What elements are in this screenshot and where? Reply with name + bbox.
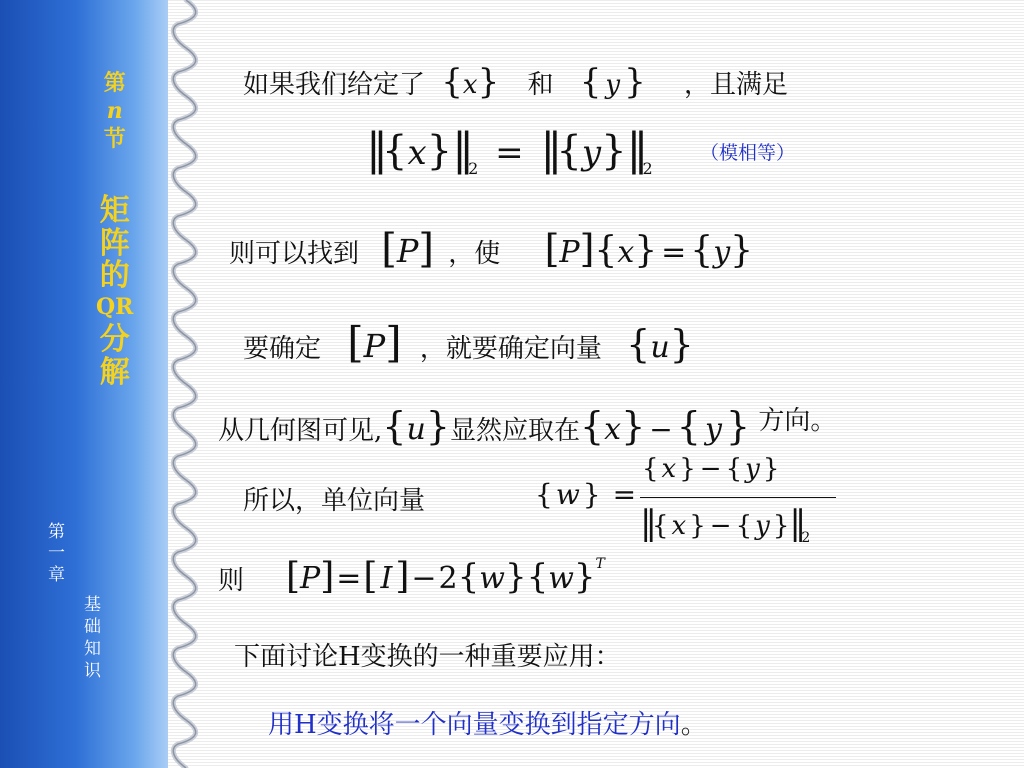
math-var: y <box>745 454 760 484</box>
line-then: 则 <box>218 566 245 596</box>
text-segment: ，且满足 <box>684 70 789 100</box>
section-char: 第 <box>103 70 126 96</box>
chapter-sub-char: 识 <box>84 661 101 682</box>
math-var: I <box>380 561 393 596</box>
brace-open: { <box>382 128 408 174</box>
brace-close: } <box>669 322 694 366</box>
chapter-sub-char: 础 <box>84 617 101 638</box>
norm-subscript: 2 <box>801 530 811 546</box>
householder-formula: [P]=[ $I]-2\{w\}\{w\}^T$ <box>286 556 605 597</box>
fraction-numerator: { x } − { y } <box>642 454 780 484</box>
line-unit-vector: 所以，单位向量 <box>243 486 426 516</box>
math-var: y <box>713 235 731 270</box>
math-var: w <box>548 561 574 596</box>
math-var: P <box>300 561 321 596</box>
math-var: P <box>396 232 419 270</box>
section-char: 解 <box>99 354 130 390</box>
norm-subscript: 2 <box>468 159 479 178</box>
text-segment: 则可以找到 <box>229 239 360 269</box>
text-segment: 要确定 <box>243 334 322 364</box>
norm-subscript: 2 <box>642 159 653 178</box>
norm-bar: ‖ <box>540 124 557 175</box>
brace-open: { <box>556 128 582 174</box>
fraction-denominator: ‖{ x } − { y }$‖_2$ <box>640 503 811 546</box>
highlight-text: 用H变换将一个向量变换到指定方向 <box>268 710 681 740</box>
math-var: x <box>604 412 622 447</box>
math-var: u <box>650 330 670 365</box>
section-char: 的 <box>99 258 130 294</box>
brace-open: { <box>441 62 463 102</box>
brace-close: } <box>425 404 450 448</box>
text-segment: ，使 <box>448 239 501 269</box>
math-var: x <box>617 235 635 270</box>
chapter-sub-char: 知 <box>84 639 101 660</box>
math-var: x <box>407 133 427 173</box>
text-segment: ，就要确定向量 <box>419 334 602 364</box>
binder-ring-decoration <box>166 0 206 768</box>
math-var: y <box>704 412 722 447</box>
note-modulus-equal: （模相等） <box>700 142 796 164</box>
line-determine-P <box>243 318 694 367</box>
chapter-sub-char: 基 <box>84 595 101 615</box>
math-var: w <box>479 561 505 596</box>
brace-close: } <box>624 62 646 102</box>
math-var: w <box>555 478 580 511</box>
line-given-vectors <box>243 62 788 102</box>
math-var: u <box>406 412 426 447</box>
math-var: P <box>559 235 580 270</box>
unit-vector-lhs: { w } = <box>535 478 637 511</box>
brace-close: } <box>601 128 627 174</box>
text-segment: 从几何图可见, <box>218 416 383 446</box>
line-find-P <box>229 226 753 272</box>
math-var: y <box>605 70 621 100</box>
bracket-close: ] <box>418 226 435 272</box>
math-const: 2 <box>438 561 458 596</box>
math-var: x <box>462 70 478 100</box>
line-discussion: 下面讨论H变换的一种重要应用： <box>234 642 621 672</box>
fraction-bar <box>640 497 836 498</box>
norm-bar: ‖ <box>452 124 469 175</box>
section-char: 矩 <box>99 193 130 229</box>
sidebar <box>0 0 168 768</box>
math-var: y <box>755 511 770 541</box>
chapter-char: 第 <box>48 522 65 542</box>
section-title <box>96 72 133 389</box>
norm-equation <box>366 124 653 178</box>
section-char: 阵 <box>99 225 130 261</box>
text-segment: 方向。 <box>758 406 837 436</box>
bracket-close: ] <box>385 318 402 367</box>
line-geometric: 从几何图可见,{u}显然应取在{x} − { y } 方向。 <box>218 404 837 448</box>
line-application <box>268 704 707 741</box>
chapter-char: 一 <box>48 543 65 564</box>
section-char: QR <box>96 294 134 321</box>
chapter-label <box>48 522 65 586</box>
brace-close: } <box>477 62 500 102</box>
math-var: P <box>363 327 386 365</box>
text-segment: 。 <box>680 710 707 740</box>
chapter-char: 章 <box>48 564 65 585</box>
section-char: 节 <box>103 125 126 152</box>
text-segment: 如果我们给定了 <box>243 70 426 100</box>
transpose-superscript: T <box>595 556 605 572</box>
text-segment: 显然应取在 <box>449 416 580 446</box>
bracket-open: [ <box>381 226 397 272</box>
brace-close: } <box>426 128 453 174</box>
section-char: n <box>106 97 123 124</box>
brace-open: { <box>382 404 407 448</box>
brace-open: { <box>626 322 651 366</box>
text-segment: 和 <box>527 70 554 100</box>
transform-equation: [P]{x} = {y} <box>544 227 754 271</box>
norm-bar: ‖ <box>626 124 643 175</box>
math-var: y <box>581 133 602 173</box>
section-char: 分 <box>99 322 130 358</box>
math-var: x <box>671 511 687 541</box>
norm-bar: ‖ <box>366 124 382 175</box>
brace-open: { <box>579 62 602 102</box>
chapter-subtitle <box>84 594 101 682</box>
bracket-open: [ <box>347 318 364 367</box>
math-var: x <box>661 454 677 484</box>
equals-sign: = <box>495 133 524 173</box>
